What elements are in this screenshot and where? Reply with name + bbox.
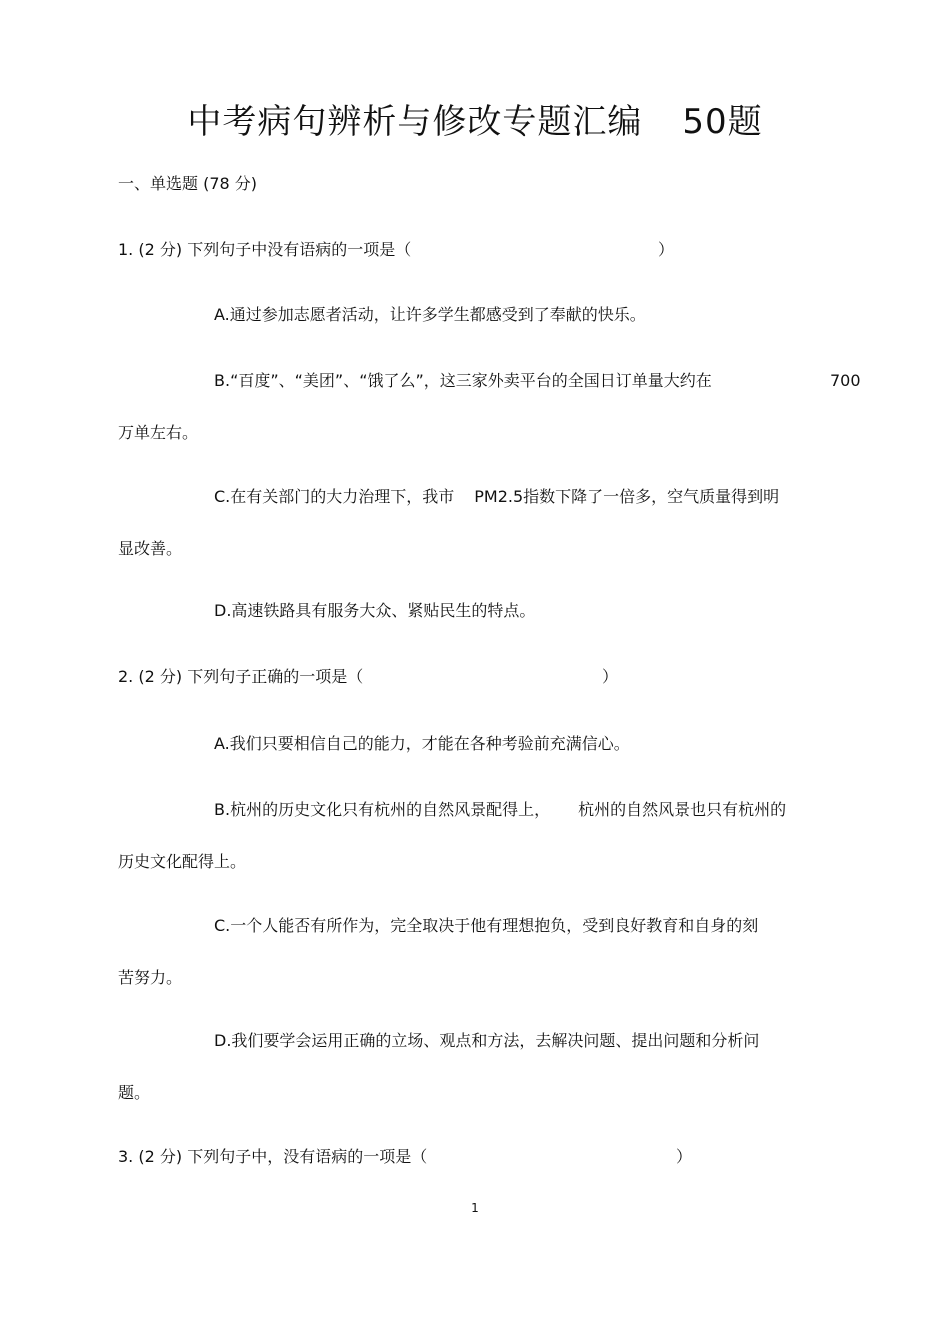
page-title [0,92,950,152]
question-2-option-b: B.杭州的历史文化只有杭州的自然风景配得上， 杭州的自然风景也只有杭州的 历史文化配得上。 [118,800,787,871]
question-2-option-c: C.一个人能否有所作为，完全取决于他有理想抱负，受到良好教育和自身的刻 苦努力。 [118,916,759,987]
question-2-text: 2. (2 分) 下列句子正确的一项是（ [118,667,364,686]
question-1-option-b: B.“百度”、“美团”、“饿了么”，这三家外卖平台的全国日订单量大约在 700 万单左右。 [118,371,861,442]
question-2-stem [118,663,619,691]
title-count: 50题 [682,102,763,142]
title-main: 中考病句辨析与修改专题汇编 [187,102,643,142]
question-2-option-d: D.我们要学会运用正确的立场、观点和方法，去解决问题、提出问题和分析问 题。 [118,1031,760,1102]
question-2-option-a: A.我们只要相信自己的能力，才能在各种考验前充满信心。 [214,734,630,753]
question-1-option-d: D.高速铁路具有服务大众、紧贴民生的特点。 [214,601,536,620]
question-1-text: 1. (2 分) 下列句子中没有语病的一项是（ [118,240,412,259]
question-1-stem [118,236,675,264]
question-2-close-paren: ） [602,667,619,686]
question-3-close-paren: ） [676,1147,693,1166]
section-heading: 一、单选题 (78 分) [118,174,258,193]
question-3-text: 3. (2 分) 下列句子中，没有语病的一项是（ [118,1147,428,1166]
question-1-close-paren: ） [658,240,675,259]
page-number: 1 [471,1201,479,1215]
question-3-stem [118,1143,693,1171]
question-1-option-a: A.通过参加志愿者活动，让许多学生都感受到了奉献的快乐。 [214,305,646,324]
question-1-option-c: C.在有关部门的大力治理下，我市 PM2.5指数下降了一倍多，空气质量得到明 显改善。 [118,487,780,558]
